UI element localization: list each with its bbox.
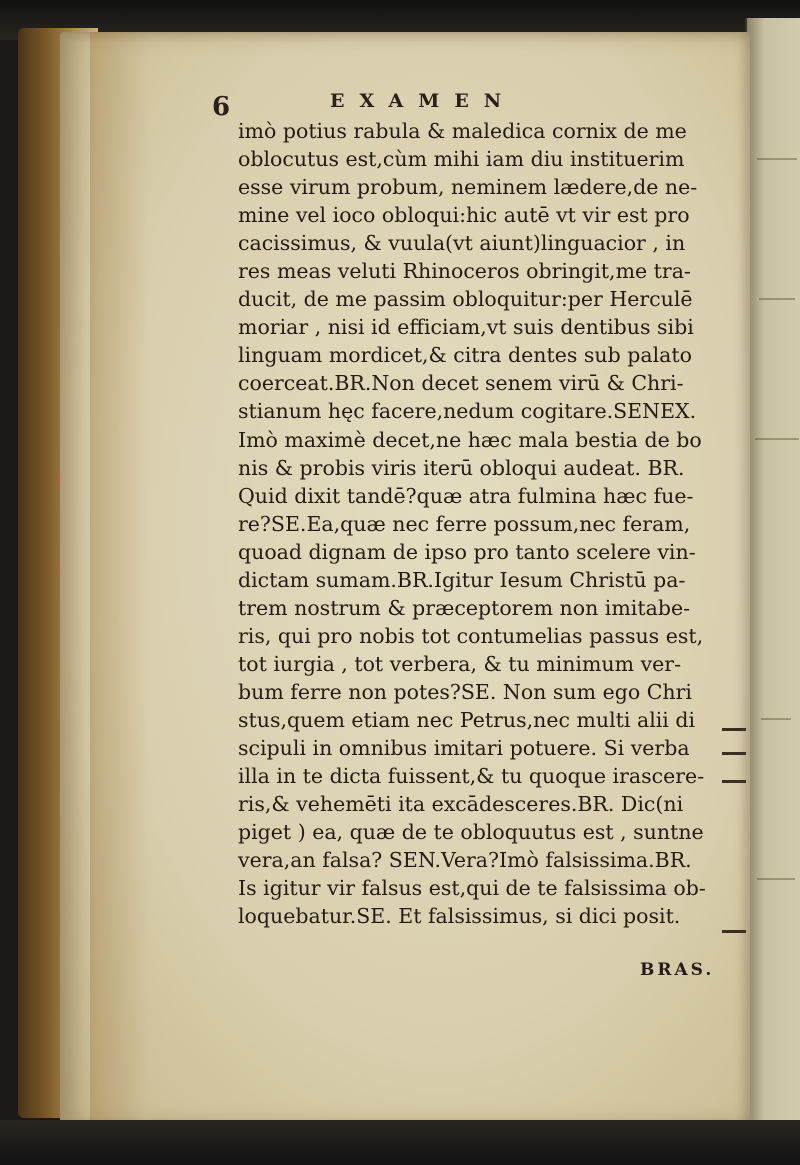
text-line: dictam sumam.BR.Igitur Iesum Christū pa- (238, 567, 686, 592)
text-line: vera,an falsa? SEN.Vera?Imò falsissima.BR. (238, 848, 692, 873)
text-line: cacissimus, & vuula(vt aiunt)linguacior , in (238, 231, 686, 256)
page-gutter-stain (90, 32, 150, 1127)
margin-mark (722, 780, 746, 783)
body-text (238, 117, 718, 930)
bleed-through-mark (759, 298, 795, 300)
text-line: Imò maximè decet,ne hæc mala bestia de bo (238, 427, 702, 452)
bottom-shadow (0, 1120, 800, 1165)
text-line: piget ) ea, quæ de te obloquutus est , suntne (238, 820, 704, 845)
facing-page-edge (745, 18, 800, 1138)
text-line: coerceat.BR.Non decet senem virū & Chri- (238, 371, 684, 396)
text-line: Quid dixit tandē?quæ atra fulmina hæc fue- (238, 483, 694, 508)
text-line: Is igitur vir falsus est,qui de te falsissima ob- (238, 876, 706, 901)
margin-mark (722, 752, 746, 755)
text-line: illa in te dicta fuissent,& tu quoque irascere- (238, 764, 705, 789)
text-line: nis & probis viris iterū obloqui audeat. BR. (238, 455, 685, 480)
text-line: moriar , nisi id efficiam,vt suis dentibus sibi (238, 315, 694, 340)
running-head: EXAMEN (330, 90, 517, 112)
margin-mark (722, 930, 746, 933)
text-line: trem nostrum & præceptorem non imitabe- (238, 595, 691, 620)
bleed-through-mark (761, 718, 791, 720)
text-line: esse virum probum, neminem lædere,de ne- (238, 175, 698, 200)
text-line: stus,quem etiam nec Petrus,nec multi alii di (238, 707, 696, 732)
text-line: oblocutus est,cùm mihi iam diu instituerim (238, 147, 685, 172)
text-line: mine vel ioco obloqui:hic autē vt vir est pro (238, 203, 690, 228)
bleed-through-mark (757, 878, 795, 880)
text-line: imò potius rabula & maledica cornix de me (238, 119, 687, 143)
page-number: 6 (212, 92, 231, 122)
text-line: tot iurgia , tot verbera, & tu minimum ver- (238, 651, 682, 676)
text-line: ris, qui pro nobis tot contumelias passus est, (238, 623, 704, 648)
text-line: ris,& vehemēti ita excādesceres.BR. Dic(ni (238, 792, 684, 817)
text-line: ducit, de me passim obloquitur:per Herculē (238, 287, 693, 312)
text-line: stianum hęc facere,nedum cogitare.SENEX. (238, 399, 697, 424)
text-line: res meas veluti Rhinoceros obringit,me tra- (238, 259, 691, 284)
margin-mark (722, 728, 746, 731)
bleed-through-mark (755, 438, 799, 440)
text-line: loquebatur.SE. Et falsissimus, si dici posit. (238, 904, 681, 929)
catchword: BRAS. (640, 960, 715, 980)
bleed-through-mark (757, 158, 797, 160)
text-line: linguam mordicet,& citra dentes sub palato (238, 343, 692, 368)
text-line: re?SE.Ea,quæ nec ferre possum,nec feram, (238, 511, 691, 536)
text-line: scipuli in omnibus imitari potuere. Si verba (238, 736, 690, 761)
text-line: bum ferre non potes?SE. Non sum ego Chri (238, 679, 692, 704)
text-line: quoad dignam de ipso pro tanto scelere vin- (238, 539, 696, 564)
